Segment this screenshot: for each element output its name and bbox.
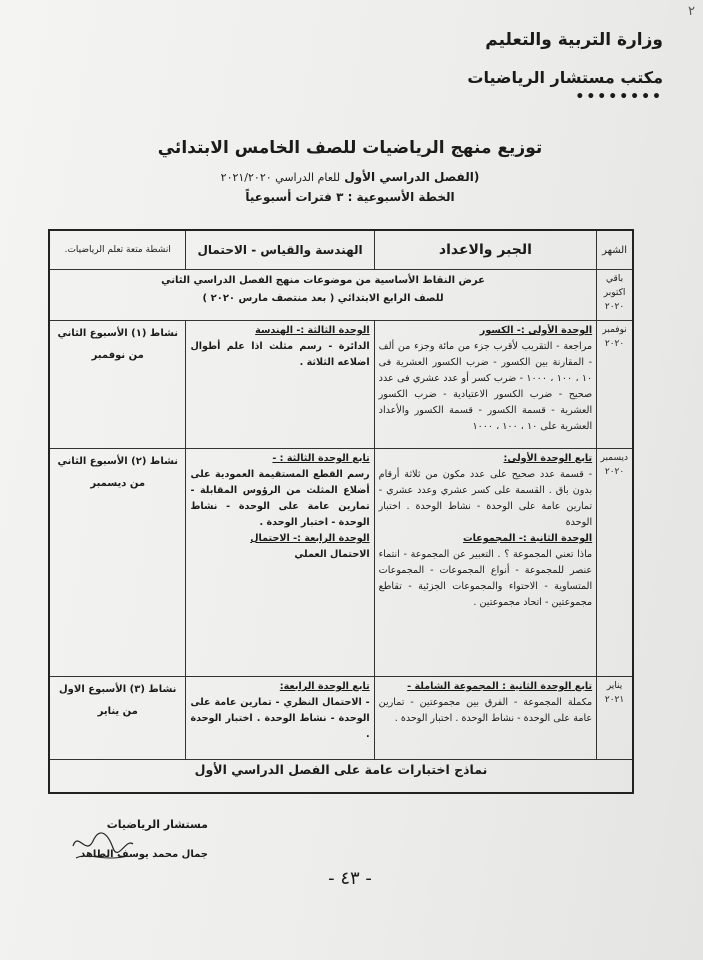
month-october: باقي اكتوبر ٢٠٢٠ [597,270,633,321]
table-row-december [49,449,633,677]
month-november: نوفمبر ٢٠٢٠ [597,321,633,449]
december-activity-cell: نشاط (٢) الأسبوع الثاني من ديسمبر [49,449,186,677]
curriculum-table [48,229,634,794]
table-row-november [49,321,633,449]
header-geometry: الهندسة والقياس - الاحتمال [186,230,374,270]
academic-year: للعام الدراسي ٢٠٢١/٢٠٢٠ [220,171,341,184]
november-activity-cell: نشاط (١) الأسبوع الثاني من نوفمبر [49,321,186,449]
month-january: يناير ٢٠٢١ [597,677,633,760]
table-footer-row [49,760,633,794]
table-header-row [49,230,633,270]
signature-name: جمال محمد يوسف الطاهد [80,849,208,860]
january-algebra-cell: تابع الوحدة الثانية : المجموعة الشاملة - مكملة المجموعة - الفرق بين مجموعتين - تمارين عامة على الوحدة - نشاط الوحدة . اختبار الوحدة . [374,677,596,760]
office-name: مكتب مستشار الرياضيات [467,68,663,87]
january-activity-cell: نشاط (٣) الأسبوع الاول من يناير [49,677,186,760]
corner-number: ٢ [688,4,695,19]
page-number: - ٤٣ - [328,868,372,889]
ministry-name: وزارة التربية والتعليم [485,30,663,50]
table-row-january [49,677,633,760]
handwritten-signature [68,826,138,866]
january-geometry-cell: تابع الوحدة الرابعة: - الاحتمال النظري - تمارين عامة على الوحدة - نشاط الوحدة . اختبار الوحدة . [186,677,374,760]
table-row-october [49,270,633,321]
term-subtitle: (الفصل الدراسي الأول للعام الدراسي ٢٠٢١/٢٠٢٠ [220,170,480,184]
term-label: الفصل الدراسي الأول [344,170,474,184]
header-month: الشهر [597,230,633,270]
month-december: ديسمبر ٢٠٢٠ [597,449,633,677]
header-dots: •••••••• [575,89,663,105]
november-geometry-cell: الوحدة الثالثة :- الهندسة الدائرة - رسم مثلث اذا علم أطوال اضلاعه الثلاثة . [186,321,374,449]
header-algebra: الجبر والاعداد [374,230,596,270]
document-header [467,30,663,105]
exam-models-footer: نماذج اختبارات عامة على الفصل الدراسي الأول [49,760,633,794]
page-title: توزيع منهج الرياضيات للصف الخامس الابتدائي [157,138,543,158]
december-geometry-cell: تابع الوحدة الثالثة : - رسم القطع المستقيمة العمودية على أضلاع المثلث من الرؤوس المقابلة - تمارين عامة على الوحدة - نشاط الوحدة - اختبار الوحدة . الوحدة الرابعة :- الاحتمال الاحتمال العملي [186,449,374,677]
weekly-plan-label: الخطة الأسبوعية : ٣ فترات أسبوعياً [245,190,455,204]
title-block [120,138,580,204]
signature-title: مستشار الرياضيات [106,818,208,831]
intro-review-cell: عرض النقاط الأساسية من موضوعات منهج الفصل الدراسي الثاني للصف الرابع الابتدائي ( بعد منتصف مارس ٢٠٢٠ ) [49,270,597,321]
november-algebra-cell: الوحدة الأولى :- الكسور مراجعة - التقريب لأقرب جزء من مائة وجزء من ألف - المقارنة بين الكسور - ضرب الكسور العشرية فى ١٠ ، ١٠٠ ، ١٠٠٠ - ضرب كسر أو عدد عشري فى عدد صحيح - ضرب الكسور الاعتيادية - ضرب الكسور العشرية - قسمة الكسور - قسمة الكسور والأعداد العشرية على ١٠ ، ١٠٠ ، ١٠٠٠ [374,321,596,449]
header-activity: انشطة متعة تعلم الرياضيات. [49,230,186,270]
december-algebra-cell: تابع الوحدة الأولى: - قسمة عدد صحيح على عدد مكون من ثلاثة أرقام بدون باق . القسمة على كسر عشري وعدد عشري - تمارين عامة على الوحدة - نشاط الوحدة . اختبار الوحدة الوحدة الثانية :- المجموعات ماذا تعني المجموعة ؟ . التعبير عن المجموعة - انتماء عنصر للمجموعة - أنواع المجموعات - المجموعات المتساوية - الاحتواء والمجموعات الجزئية - تقاطع مجموعتين - اتحاد مجموعتين . [374,449,596,677]
